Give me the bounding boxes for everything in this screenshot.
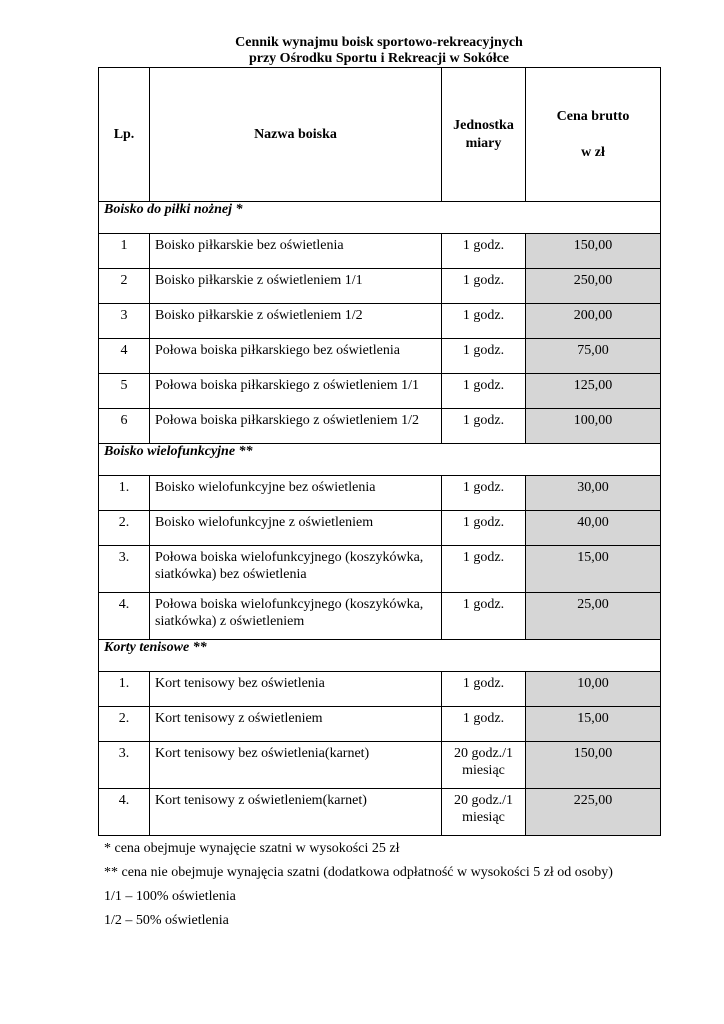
table-row xyxy=(99,339,661,374)
table-row xyxy=(99,409,661,444)
gross-price: 150,00 xyxy=(526,234,661,269)
row-number: 1. xyxy=(99,476,150,511)
row-number: 2. xyxy=(99,707,150,742)
gross-price: 150,00 xyxy=(526,742,661,789)
table-row xyxy=(99,672,661,707)
header-lp: Lp. xyxy=(99,68,150,202)
pitch-name: Boisko wielofunkcyjne z oświetleniem xyxy=(150,511,442,546)
pitch-name: Kort tenisowy z oświetleniem(karnet) xyxy=(150,789,442,836)
footnotes xyxy=(104,837,704,933)
table-row xyxy=(99,476,661,511)
price-table xyxy=(98,67,661,836)
table-row xyxy=(99,234,661,269)
unit-of-measure: 1 godz. xyxy=(442,546,526,593)
table-header-row xyxy=(99,68,661,202)
gross-price: 200,00 xyxy=(526,304,661,339)
pitch-name: Kort tenisowy bez oświetlenia(karnet) xyxy=(150,742,442,789)
section-row xyxy=(99,202,661,234)
unit-of-measure: 1 godz. xyxy=(442,409,526,444)
header-name: Nazwa boiska xyxy=(150,68,442,202)
title-line-1: Cennik wynajmu boisk sportowo-rekreacyjnych xyxy=(235,35,523,50)
unit-of-measure: 20 godz./1 miesiąc xyxy=(442,789,526,836)
table-row xyxy=(99,742,661,789)
unit-of-measure: 20 godz./1 miesiąc xyxy=(442,742,526,789)
pitch-name: Połowa boiska wielofunkcyjnego (koszykówka, siatkówka) bez oświetlenia xyxy=(150,546,442,593)
gross-price: 15,00 xyxy=(526,546,661,593)
pitch-name: Boisko piłkarskie z oświetleniem 1/2 xyxy=(150,304,442,339)
table-row xyxy=(99,546,661,593)
gross-price: 225,00 xyxy=(526,789,661,836)
table-row xyxy=(99,593,661,640)
gross-price: 10,00 xyxy=(526,672,661,707)
row-number: 6 xyxy=(99,409,150,444)
unit-of-measure: 1 godz. xyxy=(442,511,526,546)
gross-price: 30,00 xyxy=(526,476,661,511)
row-number: 3 xyxy=(99,304,150,339)
gross-price: 250,00 xyxy=(526,269,661,304)
section-row xyxy=(99,444,661,476)
header-unit: Jednostka miary xyxy=(442,68,526,202)
gross-price: 100,00 xyxy=(526,409,661,444)
pitch-name: Boisko piłkarskie bez oświetlenia xyxy=(150,234,442,269)
pitch-name: Boisko wielofunkcyjne bez oświetlenia xyxy=(150,476,442,511)
table-row xyxy=(99,304,661,339)
footnote: ** cena nie obejmuje wynajęcia szatni (dodatkowa odpłatność w wysokości 5 zł od osoby) xyxy=(104,865,613,880)
section-title: Boisko wielofunkcyjne ** xyxy=(99,444,661,476)
pitch-name: Połowa boiska piłkarskiego bez oświetlenia xyxy=(150,339,442,374)
table-row xyxy=(99,789,661,836)
row-number: 1 xyxy=(99,234,150,269)
section-row xyxy=(99,640,661,672)
gross-price: 40,00 xyxy=(526,511,661,546)
row-number: 1. xyxy=(99,672,150,707)
footnote: 1/1 – 100% oświetlenia xyxy=(104,889,236,904)
gross-price: 15,00 xyxy=(526,707,661,742)
unit-of-measure: 1 godz. xyxy=(442,672,526,707)
row-number: 4 xyxy=(99,339,150,374)
pitch-name: Kort tenisowy z oświetleniem xyxy=(150,707,442,742)
row-number: 5 xyxy=(99,374,150,409)
pitch-name: Połowa boiska wielofunkcyjnego (koszykówka, siatkówka) z oświetleniem xyxy=(150,593,442,640)
footnote: * cena obejmuje wynajęcie szatni w wysokości 25 zł xyxy=(104,841,400,856)
table-row xyxy=(99,374,661,409)
table-row xyxy=(99,269,661,304)
unit-of-measure: 1 godz. xyxy=(442,304,526,339)
row-number: 4. xyxy=(99,789,150,836)
unit-of-measure: 1 godz. xyxy=(442,374,526,409)
section-title: Boisko do piłki nożnej * xyxy=(99,202,661,234)
section-title: Korty tenisowe ** xyxy=(99,640,661,672)
pitch-name: Boisko piłkarskie z oświetleniem 1/1 xyxy=(150,269,442,304)
row-number: 3. xyxy=(99,546,150,593)
table-row xyxy=(99,511,661,546)
row-number: 3. xyxy=(99,742,150,789)
unit-of-measure: 1 godz. xyxy=(442,269,526,304)
pitch-name: Połowa boiska piłkarskiego z oświetleniem 1/2 xyxy=(150,409,442,444)
pitch-name: Kort tenisowy bez oświetlenia xyxy=(150,672,442,707)
pitch-name: Połowa boiska piłkarskiego z oświetleniem 1/1 xyxy=(150,374,442,409)
footnote: 1/2 – 50% oświetlenia xyxy=(104,913,229,928)
unit-of-measure: 1 godz. xyxy=(442,476,526,511)
unit-of-measure: 1 godz. xyxy=(442,707,526,742)
unit-of-measure: 1 godz. xyxy=(442,593,526,640)
gross-price: 125,00 xyxy=(526,374,661,409)
table-row xyxy=(99,707,661,742)
row-number: 2. xyxy=(99,511,150,546)
unit-of-measure: 1 godz. xyxy=(442,339,526,374)
row-number: 4. xyxy=(99,593,150,640)
gross-price: 25,00 xyxy=(526,593,661,640)
document-title xyxy=(0,35,724,67)
header-price: Cena brutto w zł xyxy=(526,68,661,202)
row-number: 2 xyxy=(99,269,150,304)
gross-price: 75,00 xyxy=(526,339,661,374)
title-line-2: przy Ośrodku Sportu i Rekreacji w Sokółce xyxy=(248,51,510,66)
unit-of-measure: 1 godz. xyxy=(442,234,526,269)
